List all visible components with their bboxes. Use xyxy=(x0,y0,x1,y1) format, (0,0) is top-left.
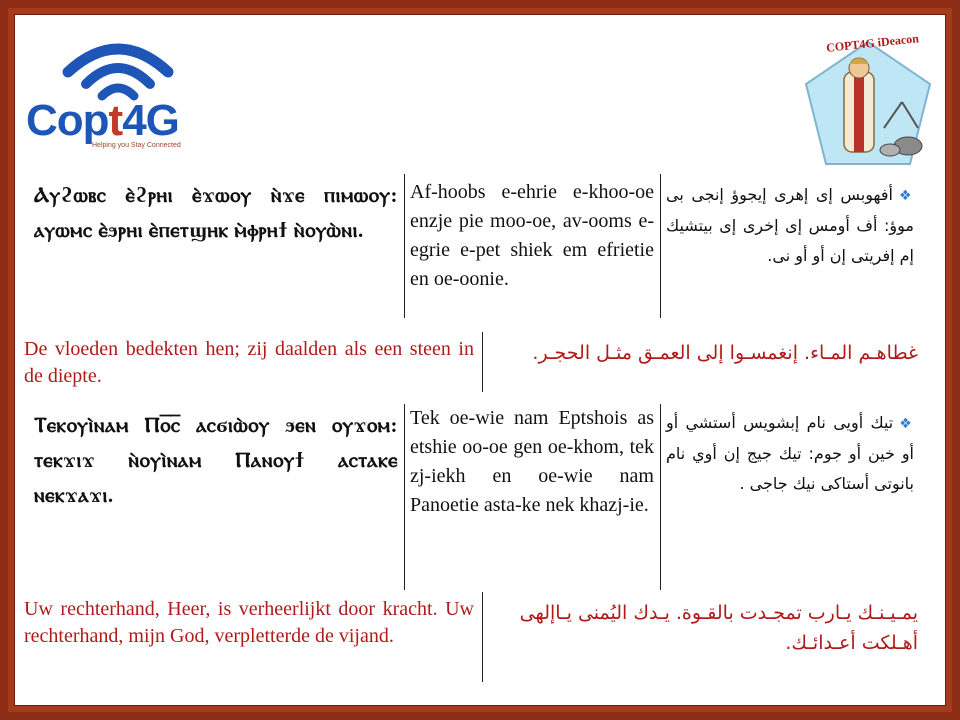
verse-1-arabic-text: أفهوبس إى إهرى إيجوؤ إنجى بى موؤ: أف أومس إى إخرى إى بيتشيك إم إفريتى إن أو أو نى. xyxy=(666,185,914,265)
slide-page xyxy=(14,14,946,706)
verse-1-dutch: De vloeden bedekten hen; zij daalden als een steen in de diepte. xyxy=(24,338,474,387)
copt4g-logo xyxy=(22,34,202,164)
verse-1-row xyxy=(14,174,946,332)
column-divider xyxy=(482,592,483,682)
verse-2-arabic-translation: يمـيـنـك يـارب تمجـدت بالقـوة. يـدك اليُمنى يـاإلهى أهـلكت أعـدائـك. xyxy=(519,602,918,654)
brand-tagline: Helping you Stay Connected xyxy=(92,142,181,149)
diamond-bullet-icon: ❖ xyxy=(899,416,915,432)
wifi-signal-icon xyxy=(58,34,178,104)
verse-1-translation-row xyxy=(14,332,946,394)
verse-2-translation-row xyxy=(14,592,946,688)
verse-2-row xyxy=(14,404,946,594)
verse-2-coptic: Ⲧⲉⲕⲟⲩⲓ̀ⲛⲁⲙ Ⲡⲟ̅ⲥ̅ ⲁⲥϭⲓⲱ̀ⲟⲩ ϧⲉⲛ ⲟⲩϫⲟⲙ: ⲧⲉⲕϫⲓϫ ⲛ̀ⲟⲩⲓ̀ⲛⲁⲙ Ⲡⲁⲛⲟⲩϯ ⲁⲥⲧⲁⲕⲉ ⲛⲉⲕϫⲁϫⲓ. xyxy=(34,413,398,507)
verse-2-arabic-text: تيك أويى نام إبشويس أستشي أو أو خين أو جوم: تيك جيج إن أوي نام بانوتى أستاكى نيك جاجى . xyxy=(666,413,914,493)
verse-1-transliteration: Af-hoobs e-ehrie e-khoo-oe enzje pie moo-oe, av-ooms e-egrie e-pet shiek em efrietie en oe-oonie. xyxy=(410,181,654,290)
verse-2-dutch: Uw rechterhand, Heer, is verheerlijkt door kracht. Uw rechterhand, mijn God, verpletterde de vijand. xyxy=(24,598,474,647)
verse-1-arabic-translation: غطاهـم المـاء. إنغمسـوا إلى العمـق مثـل الحجـر. xyxy=(532,342,918,364)
column-divider xyxy=(660,174,661,318)
verse-2-transliteration: Tek oe-wie nam Eptshois as etshie oo-oe gen oe-khom, tek zj-iekh en oe-wie nam Panoetie asta-ke nek khazj-ie. xyxy=(410,407,654,516)
verse-1-coptic: Ⲁⲩϩⲱⲃⲥ ⲉ̀ϩⲣⲏⲓ ⲉ̀ϫⲱⲟⲩ ⲛ̀ϫⲉ ⲡⲓⲙⲱⲟⲩ: ⲁⲩⲱⲙⲥ ⲉ̀ϧⲣⲏⲓ ⲉ̀ⲡⲉⲧϣⲏⲕ ⲙ̀ⲫⲣⲏϯ ⲛ̀ⲟⲩⲱ̀ⲛⲓ. xyxy=(34,183,398,242)
diamond-bullet-icon: ❖ xyxy=(899,188,914,204)
ideacon-title: COPT4G iDeacon xyxy=(825,31,920,55)
column-divider xyxy=(404,174,405,318)
column-divider xyxy=(660,404,661,590)
column-divider xyxy=(404,404,405,590)
brand-name: Copt4G xyxy=(26,96,179,145)
verse-2-arabic xyxy=(666,408,914,499)
verse-1-arabic xyxy=(666,180,914,271)
ideacon-logo xyxy=(798,24,938,174)
column-divider xyxy=(482,332,483,392)
